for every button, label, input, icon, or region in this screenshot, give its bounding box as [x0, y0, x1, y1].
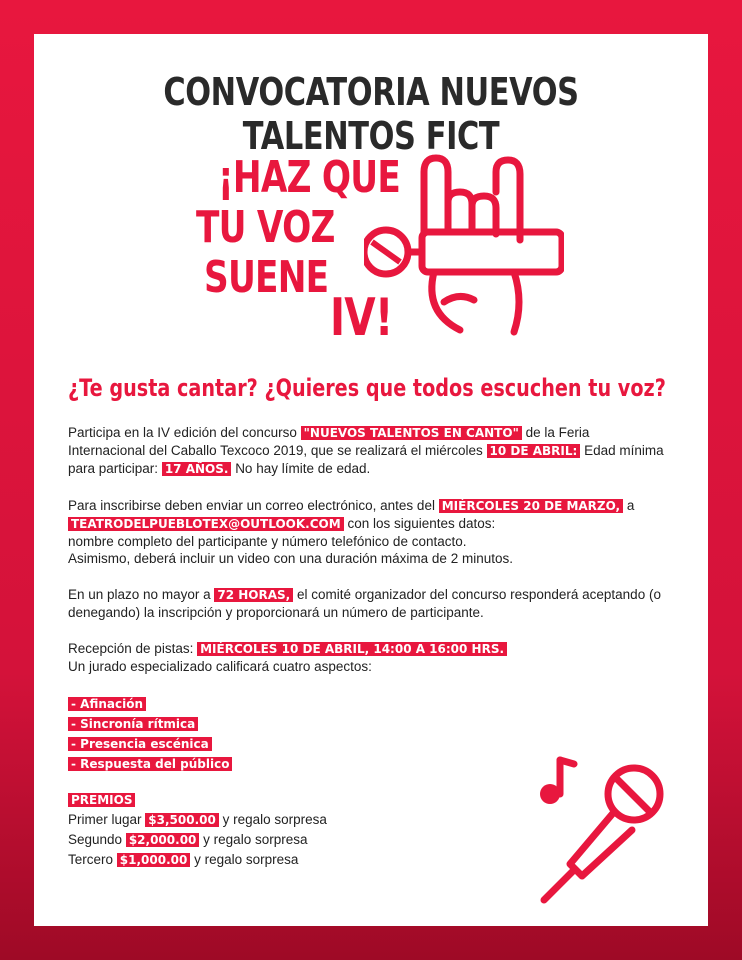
email-link[interactable]: TEATRODELPUEBLOTEX@OUTLOOK.COM — [68, 517, 344, 531]
prize-amount: $1,000.00 — [117, 853, 191, 867]
list-item: - Respuesta del público — [68, 757, 232, 771]
p3-text-b: el comité organizador del concurso responderá aceptando (o denegando) la inscripción y proporcionará un número de participante. — [68, 587, 661, 620]
p2-text-d: nombre completo del participante y número telefónico de contacto. — [68, 534, 467, 549]
paragraph-4 — [68, 640, 668, 675]
p2-text-a: Para inscribirse deben enviar un correo electrónico, antes del — [68, 498, 435, 513]
list-item: - Presencia escénica — [68, 737, 212, 751]
list-item: - Sincronía rítmica — [68, 717, 198, 731]
prize-label: Tercero — [68, 852, 114, 867]
p1-text-d: No hay límite de edad. — [235, 461, 371, 476]
paragraph-1 — [68, 424, 668, 478]
hand-microphone-icon — [364, 152, 564, 342]
prizes-heading: PREMIOS — [68, 793, 135, 807]
p3-highlight-hours: 72 HORAS, — [214, 588, 293, 602]
p1-text-b: de la Feria Internacional del Caballo Texcoco 2019, que se realizará el miércoles — [68, 425, 590, 458]
logo-line-2: TU VOZ — [196, 202, 335, 253]
poster-card — [34, 34, 708, 926]
p1-highlight-age: 17 AÑOS. — [162, 462, 232, 476]
prize-amount: $3,500.00 — [145, 813, 219, 827]
prize-amount: $2,000.00 — [126, 833, 200, 847]
prize-label: Segundo — [68, 832, 123, 847]
p3-text-a: En un plazo no mayor a — [68, 587, 211, 602]
prize-suffix: y regalo sorpresa — [203, 832, 308, 847]
p2-text-b: a — [626, 498, 635, 513]
logo-line-4: IV! — [330, 288, 393, 348]
p1-highlight-contest: "NUEVOS TALENTOS EN CANTO" — [301, 426, 522, 440]
p4-text-b: Un jurado especializado calificará cuatro aspectos: — [68, 659, 372, 674]
logo-line-3: SUENE — [204, 252, 329, 303]
paragraph-3 — [68, 586, 668, 621]
list-item: - Afinación — [68, 697, 146, 711]
p1-text-a: Participa en la IV edición del concurso — [68, 425, 297, 440]
microphone-icon — [534, 754, 674, 904]
logo-line-1: ¡HAZ QUE — [218, 152, 401, 203]
prize-label: Primer lugar — [68, 812, 142, 827]
prize-suffix: y regalo sorpresa — [194, 852, 299, 867]
p1-highlight-date: 10 DE ABRIL: — [487, 444, 581, 458]
p2-text-e: Asimismo, deberá incluir un video con una duración máxima de 2 minutos. — [68, 551, 513, 566]
p2-text-c: con los siguientes datos: — [347, 516, 496, 531]
prize-suffix: y regalo sorpresa — [222, 812, 327, 827]
p4-text-a: Recepción de pistas: — [68, 641, 194, 656]
p2-highlight-deadline: MIÉRCOLES 20 DE MARZO, — [439, 499, 623, 513]
paragraph-2 — [68, 497, 668, 567]
p4-highlight-reception: MIÉRCOLES 10 DE ABRIL, 14:00 A 16:00 HRS. — [197, 642, 507, 656]
p1-text-c: Edad mínima para participar: — [68, 443, 664, 476]
page-title: CONVOCATORIA NUEVOS TALENTOS FICT — [163, 70, 579, 158]
headline-question: ¿Te gusta cantar? ¿Quieres que todos escuchen tu voz? — [68, 374, 666, 402]
